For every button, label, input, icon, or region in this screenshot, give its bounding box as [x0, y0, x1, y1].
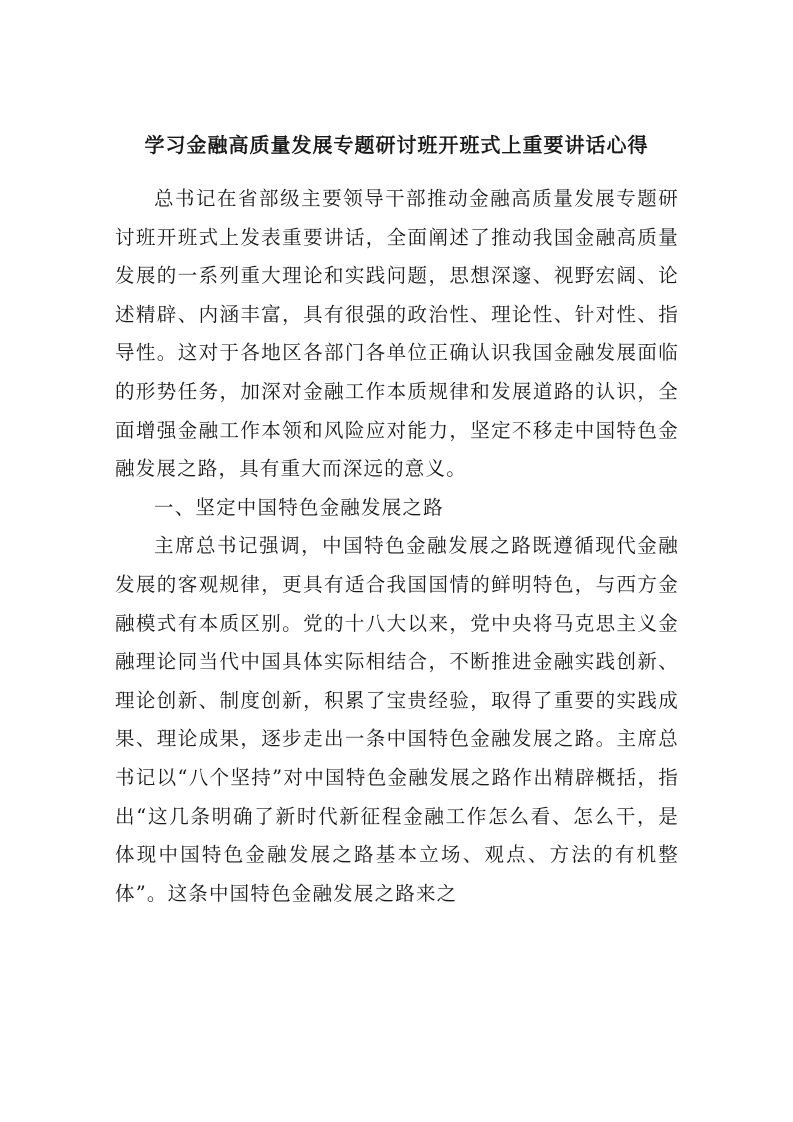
section-heading-1: 一、坚定中国特色金融发展之路	[154, 495, 444, 519]
paragraph-intro: 总书记在省部级主要领导干部推动金融高质量发展专题研讨班开班式上发表重要讲话，全面阐述了推动我国金融高质量发展的一系列重大理论和实践问题，思想深邃、视野宏阔、论述精辟、内涵丰富，具有很强的政治性、理论性、针对性、指导性。这对于各地区各部门各单位正确认识我国金融发展面临的形势任务，加深对金融工作本质规律和发展道路的认识，全面增强金融工作本领和风险应对能力，坚定不移走中国特色金融发展之路，具有重大而深远的意义。	[115, 187, 679, 481]
paragraph-section-1: 主席总书记强调，中国特色金融发展之路既遵循现代金融发展的客观规律，更具有适合我国国情的鲜明特色，与西方金融模式有本质区别。党的十八大以来，党中央将马克思主义金融理论同当代中国具体实际相结合，不断推进金融实践创新、理论创新、制度创新，积累了宝贵经验，取得了重要的实践成果、理论成果，逐步走出一条中国特色金融发展之路。主席总书记以“八个坚持”对中国特色金融发展之路作出精辟概括，指出“这几条明确了新时代新征程金融工作怎么看、怎么干，是体现中国特色金融发展之路基本立场、观点、方法的有机整体”。这条中国特色金融发展之路来之	[115, 534, 679, 905]
document-title: 学习金融高质量发展专题研讨班开班式上重要讲话心得	[144, 133, 649, 157]
document-body	[115, 180, 679, 913]
